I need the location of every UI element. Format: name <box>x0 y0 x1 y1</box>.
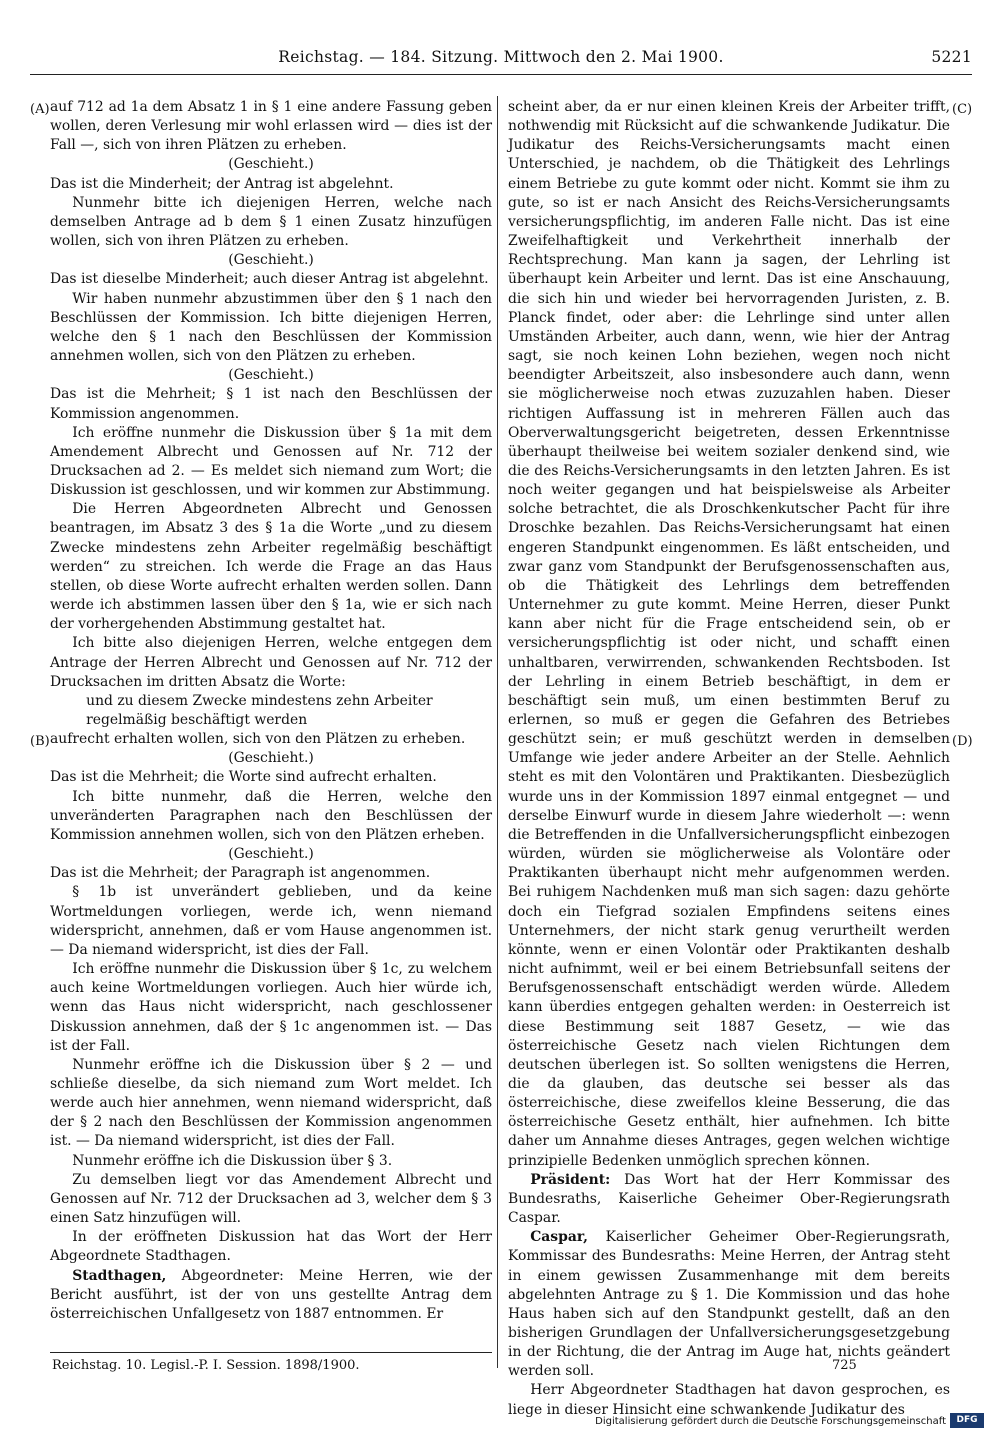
speaker-text: Kaiserlicher Geheimer Ober-Regierungsrath, Kommissar des Bundesraths: Meine Herren, der Antrag steht in einem gewissen Zusammenhange mit dem bereits abgelehnten Antrage zu § 1. Die Kommission und das hohe Haus haben sich auf den Standpunkt gestellt, daß an den bisherigen Grundlagen der Unfallversicherungsgesetzgebung in der Richtung, die der Antrag im Auge hat, nichts geändert werden soll. <box>508 1229 950 1380</box>
stage-direction: (Geschieht.) <box>228 252 314 269</box>
speaker-text: Das Wort hat der Herr Kommissar des Bundesraths, Kaiserliche Geheimer Ober-Regierungsrath Caspar. <box>508 1171 950 1227</box>
paragraph: Die Herren Abgeordneten Albrecht und Genossen beantragen, im Absatz 3 des § 1a die Worte „und zu diesem Zwecke mindestens zehn Arbeiter regelmäßig beschäftigt werden“ zu streichen. Ich werde die Frage an das Haus stellen, ob diese Worte aufrecht erhalten werden sollen. Dann werde ich abstimmen lassen über den § 1a, wie er sich nach der vorhergehenden Abstimmung gestaltet hat. <box>50 501 492 633</box>
stage-direction: (Geschieht.) <box>228 156 314 173</box>
paragraph: scheint aber, da er nur einen kleinen Kreis der Arbeiter trifft, nothwendig mit Rücksicht auf die schwankende Judikatur. Die Judikatur des Reichs-Versicherungsamts macht einen Unterschied, je nachdem, ob die Thätigkeit des Lehrlings einem Betriebe zu gute kommt oder nicht. Kommt sie ihm zu gute, so ist er nach Ansicht des Reichs-Versicherungsamts versicherungspflichtig, im anderen Falle nicht. Das ist eine Zweifelhaftigkeit und Verkehrtheit innerhalb der Rechtsprechung. Man kann ja sagen, der Lehrling ist überhaupt kein Arbeiter und lernt. Das ist eine Anschauung, die sich hin und wieder bei hervorragenden Juristen, z. B. Planck findet, oder aber: die Lehrlinge sind unter allen Umständen Arbeiter, auch dann, wenn, wie hier der Antrag sagt, sie noch keinen Lohn beziehen, wegen noch nicht beendigter Arbeitszeit, also insbesondere auch dann, wenn sie möglicherweise noch etwas zuzuzahlen haben. Dieser richtigen Auffassung ist in mehreren Fällen auch das Oberverwaltungsgericht beigetreten, dessen Erkenntnisse überhaupt theilweise bei weitem sozialer denkend sind, wie die des Reichs-Versicherungsamts in den letzten Jahren. Es ist noch weiter gegangen und hat beispielsweise als Arbeiter solche betrachtet, die als Droschkenkutscher Pacht für ihre Droschke bezahlen. Das Reichs-Versicherungsamt hat einen engeren Standpunkt eingenommen. Es läßt entscheiden, und zwar ganz vom Standpunkt der Berufsgenossenschaften aus, ob die Thätigkeit des Lehrlings dem betreffenden Unternehmer zu gute kommt. Meine Herren, dieser Punkt kann aber nicht für die Frage entscheidend sein, ob er versicherungspflichtig ist oder nicht, und schafft einen unhaltbaren, verwirrenden, schwankenden Rechtsboden. Ist der Lehrling in einem Betrieb beschäftigt, in dem er beschäftigt sein muß, um einen bestimmten Beruf zu erlernen, so muß er gegen die Gefahren des Betriebes geschützt sein; er muß geschützt werden in demselben Umfange wie jeder andere Arbeiter an der Stelle. Aehnlich steht es mit den Volontären und Praktikanten. Diesbezüglich wurde uns in der Kommission 1897 einmal entgegnet — und derselbe Einwurf wurde in diesem Jahre wiederholt —: wenn die Betreffenden in die Unfallversicherungspflicht einbezogen würden, würden sie möglicherweise als Volontäre oder Praktikanten überhaupt nicht mehr aufgenommen werden. Bei ruhigem Nachdenken muß man sich sagen: dazu gehörte doch ein Tiefgrad sozialen Empfindens seitens eines Unternehmers, der nicht stark genug verurtheilt werden könnte, wenn er einen Volontär oder Praktikanten deshalb nicht aufnimmt, weil er bei einem Betriebsunfall seitens der Berufsgenossenschaft entschädigt werden würde. Alledem kann überdies entgegen gehalten werden: in Oesterreich ist diese Bestimmung seit 1887 Gesetz, — wie das österreichische Gesetz nach vielen Richtungen dem deutschen überlegen ist. So sollten wenigstens die Herren, die da glauben, das deutsche sei besser als das österreichische, diese zweifellos kleine Besserung, die das österreichische Gesetz enthält, hier aufnehmen. Ich bitte daher um Annahme dieses Antrages, gegen welchen wichtige prinzipielle Bedenken unmöglich sprechen können. <box>508 99 950 1169</box>
paragraph: Ich eröffne nunmehr die Diskussion über § 1c, zu welchem auch keine Wortmeldungen vorliegen. Auch hier würde ich, wenn das Haus nicht widerspricht, nach geschlossener Diskussion annehmen, daß der § 1c angenommen ist. — Das ist der Fall. <box>50 961 492 1054</box>
dfg-logo: DFG <box>950 1413 984 1428</box>
speaker-paragraph <box>508 1171 950 1228</box>
header-title: Reichstag. — 184. Sitzung. Mittwoch den 2. Mai 1900. <box>278 48 724 66</box>
paragraph: Nunmehr eröffne ich die Diskussion über § 2 — und schließe dieselbe, da sich niemand zum Wort meldet. Ich werde auch hier annehmen, wenn niemand widerspricht, daß der § 2 nach den Beschlüssen der Kommission angenommen ist. — Da niemand widerspricht, ist dies der Fall. <box>50 1056 492 1150</box>
quoted-text: und zu diesem Zwecke mindestens zehn Arbeiter regelmäßig beschäftigt werden <box>86 692 433 728</box>
paragraph: auf 712 ad 1a dem Absatz 1 in § 1 eine andere Fassung geben wollen, deren Verlesung mir wohl erlassen wird — dies ist der Fall —, sich von ihren Plätzen zu erheben. <box>50 99 492 154</box>
paragraph: § 1b ist unverändert geblieben, und da keine Wortmeldungen vorliegen, werde ich, wenn niemand widerspricht, annehmen, daß er vom Hause angenommen ist. — Da niemand widerspricht, ist dies der Fall. <box>50 884 492 958</box>
paragraph: Ich eröffne nunmehr die Diskussion über § 1a mit dem Amendement Albrecht und Genossen auf Nr. 712 der Drucksachen ad 2. — Es meldet sich niemand zum Wort; die Diskussion ist geschlossen, und wir kommen zur Abstimmung. <box>50 424 492 499</box>
paragraph: Ich bitte also diejenigen Herren, welche entgegen dem Antrage der Herren Albrecht und Genossen auf Nr. 712 der Drucksachen im dritten Absatz die Worte: <box>50 635 492 690</box>
digitization-credit: Digitalisierung gefördert durch die Deutsche Forschungsgemeinschaft <box>595 1416 946 1427</box>
speaker-paragraph <box>508 1228 950 1381</box>
footer-rule <box>50 1352 492 1353</box>
paragraph: In der eröffneten Diskussion hat das Wort der Herr Abgeordnete Stadthagen. <box>50 1229 492 1265</box>
margin-mark-d: (D) <box>952 734 973 749</box>
left-column <box>50 98 492 1365</box>
paragraph: Das ist die Mehrheit; die Worte sind aufrecht erhalten. <box>50 769 437 786</box>
paragraph: Herr Abgeordneter Stadthagen hat davon gesprochen, es liege in dieser Hinsicht eine schwankende Judikatur des <box>508 1382 950 1418</box>
page-number: 5221 <box>931 48 972 66</box>
margin-mark-c: (C) <box>952 102 973 117</box>
paragraph: Ich bitte nunmehr, daß die Herren, welche den unveränderten Paragraphen nach den Beschlüssen der Kommission annehmen wollen, sich von den Plätzen erheben. <box>50 788 492 843</box>
stage-direction: (Geschieht.) <box>228 750 314 767</box>
paragraph: Wir haben nunmehr abzustimmen über den § 1 nach den Beschlüssen der Kommission. Ich bitte diejenigen Herren, welche den § 1 nach den Beschlüssen der Kommission annehmen wollen, sich von den Plätzen zu erheben. <box>50 290 492 365</box>
paragraph: Zu demselben liegt vor das Amendement Albrecht und Genossen auf Nr. 712 der Drucksachen ad 3, welcher dem § 3 einen Satz hinzufügen will. <box>50 1171 492 1227</box>
speaker-name: Präsident: <box>530 1171 611 1188</box>
stage-direction: (Geschieht.) <box>228 367 314 384</box>
margin-mark-a: (A) <box>30 102 50 117</box>
paragraph: Das ist die Mehrheit; der Paragraph ist angenommen. <box>50 865 431 882</box>
page-header <box>30 48 972 72</box>
paragraph: Nunmehr bitte ich diejenigen Herren, welche nach demselben Antrage ad b dem § 1 einen Zusatz hinzufügen wollen, sich von ihren Plätzen zu erheben. <box>50 194 492 250</box>
paragraph: Nunmehr eröffne ich die Diskussion über § 3. <box>72 1152 393 1169</box>
speaker-paragraph <box>50 1267 492 1324</box>
column-divider <box>497 96 498 1368</box>
speaker-text: Abgeordneter: Meine Herren, wie der Bericht ausführt, ist der von uns gestellte Antrag dem österreichischen Unfallgesetz von 1887 entnommen. Er <box>50 1267 492 1322</box>
paragraph: aufrecht erhalten wollen, sich von den Plätzen zu erheben. <box>50 731 466 748</box>
footer-sheet-number: 725 <box>832 1358 857 1373</box>
margin-mark-b: (B) <box>30 734 50 749</box>
paragraph: Das ist die Minderheit; der Antrag ist abgelehnt. <box>50 175 394 192</box>
header-rule <box>30 74 972 75</box>
stage-direction: (Geschieht.) <box>228 846 314 863</box>
footer-imprint: Reichstag. 10. Legisl.-P. I. Session. 1898/1900. <box>52 1358 360 1373</box>
paragraph: Das ist dieselbe Minderheit; auch dieser Antrag ist abgelehnt. <box>50 271 489 288</box>
paragraph: Das ist die Mehrheit; § 1 ist nach den Beschlüssen der Kommission angenommen. <box>50 386 492 422</box>
speaker-name: Stadthagen, <box>72 1267 167 1284</box>
speaker-name: Caspar, <box>530 1229 588 1246</box>
